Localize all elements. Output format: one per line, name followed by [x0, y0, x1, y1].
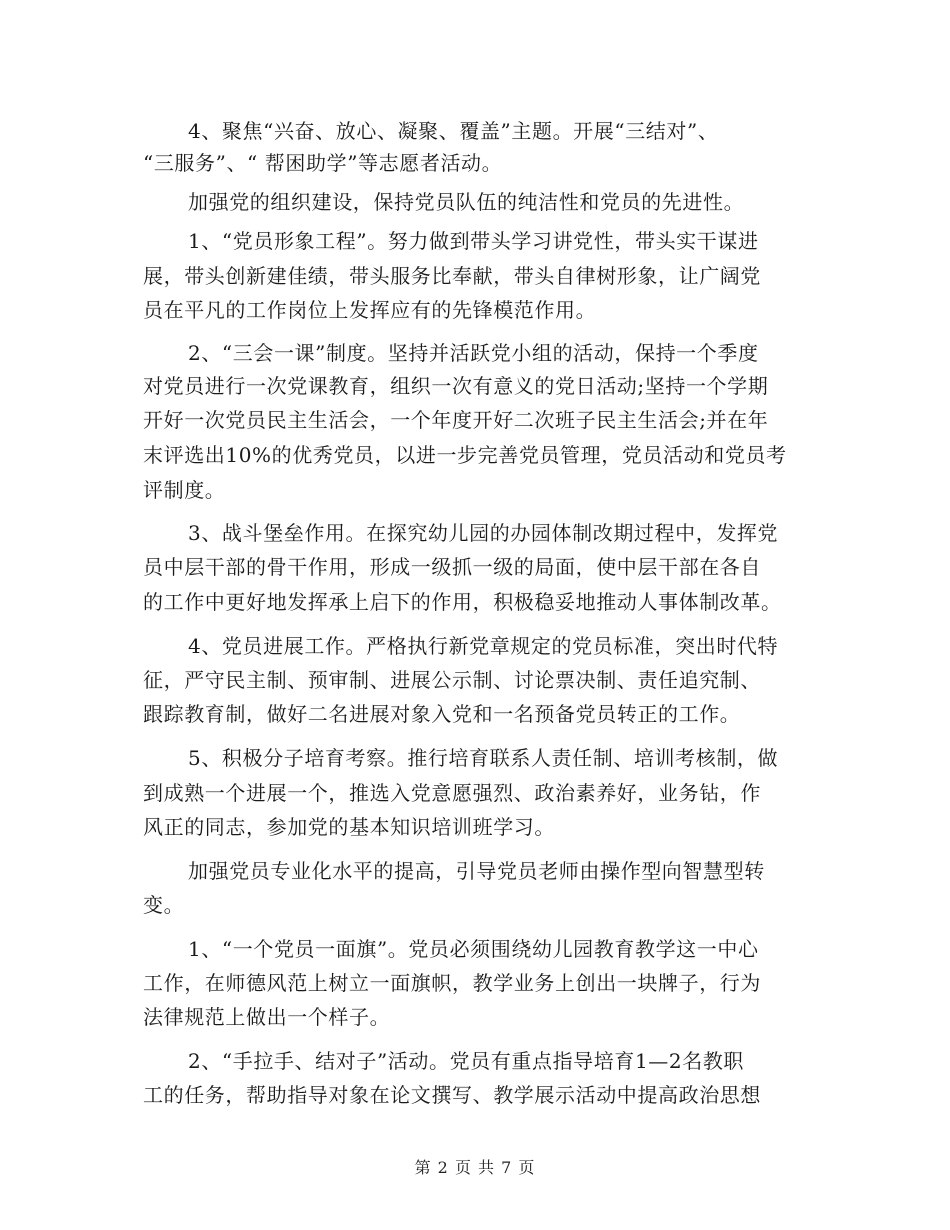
text-line: 加强党的组织建设，保持党员队伍的纯洁性和党员的先进性。 [188, 190, 745, 214]
text-line: 5、积极分子培育考察。推行培育联系人责任制、培训考核制，做 [188, 746, 779, 770]
text-line: 工作，在师德风范上树立一面旗帜，教学业务上创出一块牌子，行为 [143, 971, 761, 995]
text-line: 的工作中更好地发挥承上启下的作用，积极稳妥地推动人事体制改革。 [143, 590, 782, 614]
text-line: 4、聚焦“兴奋、放心、凝聚、覆盖”主题。开展“三结对”、 [188, 119, 719, 143]
text-line: 2、“手拉手、结对子”活动。党员有重点指导培育1—2名教职 [188, 1049, 745, 1073]
text-line: 到成熟一个进展一个，推选入党意愿强烈、政治素养好，业务钻，作 [143, 781, 761, 805]
text-line: 工的任务，帮助指导对象在论文撰写、教学展示活动中提高政治思想 [143, 1083, 761, 1107]
text-line: 1、“党员形象工程”。努力做到带头学习讲党性，带头实干谋进 [188, 229, 759, 253]
text-line: 跟踪教育制，做好二名进展对象入党和一名预备党员转正的工作。 [143, 702, 741, 726]
text-line: 变。 [143, 893, 185, 917]
text-line: 员在平凡的工作岗位上发挥应有的先锋模范作用。 [143, 298, 597, 322]
text-line: 1、“一个党员一面旗”。党员必须围绕幼儿园教育教学这一中心 [188, 937, 759, 961]
text-line: “三服务”、“ 帮困助学”等志愿者活动。 [143, 151, 503, 175]
text-line: 评制度。 [143, 478, 226, 502]
text-line: 员中层干部的骨干作用，形成一级抓一级的局面，使中层干部在各自 [143, 555, 761, 579]
text-line: 开好一次党员民主生活会，一个年度开好二次班子民主生活会;并在年 [143, 408, 769, 432]
text-line: 对党员进行一次党课教育，组织一次有意义的党日活动;坚持一个学期 [143, 374, 769, 398]
text-line: 征，严守民主制、预审制、进展公示制、讨论票决制、责任追究制、 [143, 668, 761, 692]
text-line: 末评选出10%的优秀党员，以进一步完善党员管理，党员活动和党员考 [143, 443, 787, 467]
text-line: 加强党员专业化水平的提高，引导党员老师由操作型向智慧型转 [188, 859, 765, 883]
text-line: 法律规范上做出一个样子。 [143, 1005, 391, 1029]
text-line: 4、党员进展工作。严格执行新党章规定的党员标准，突出时代特 [188, 634, 779, 658]
page-footer: 第 2 页 共 7 页 [414, 1158, 536, 1177]
text-line: 风正的同志，参加党的基本知识培训班学习。 [143, 815, 555, 839]
text-line: 2、“三会一课”制度。坚持并活跃党小组的活动，保持一个季度 [188, 341, 759, 365]
text-line: 展，带头创新建佳绩，带头服务比奉献，带头自律树形象，让广阔党 [143, 264, 761, 288]
text-line: 3、战斗堡垒作用。在探究幼儿园的办园体制改期过程中，发挥党 [188, 521, 779, 545]
